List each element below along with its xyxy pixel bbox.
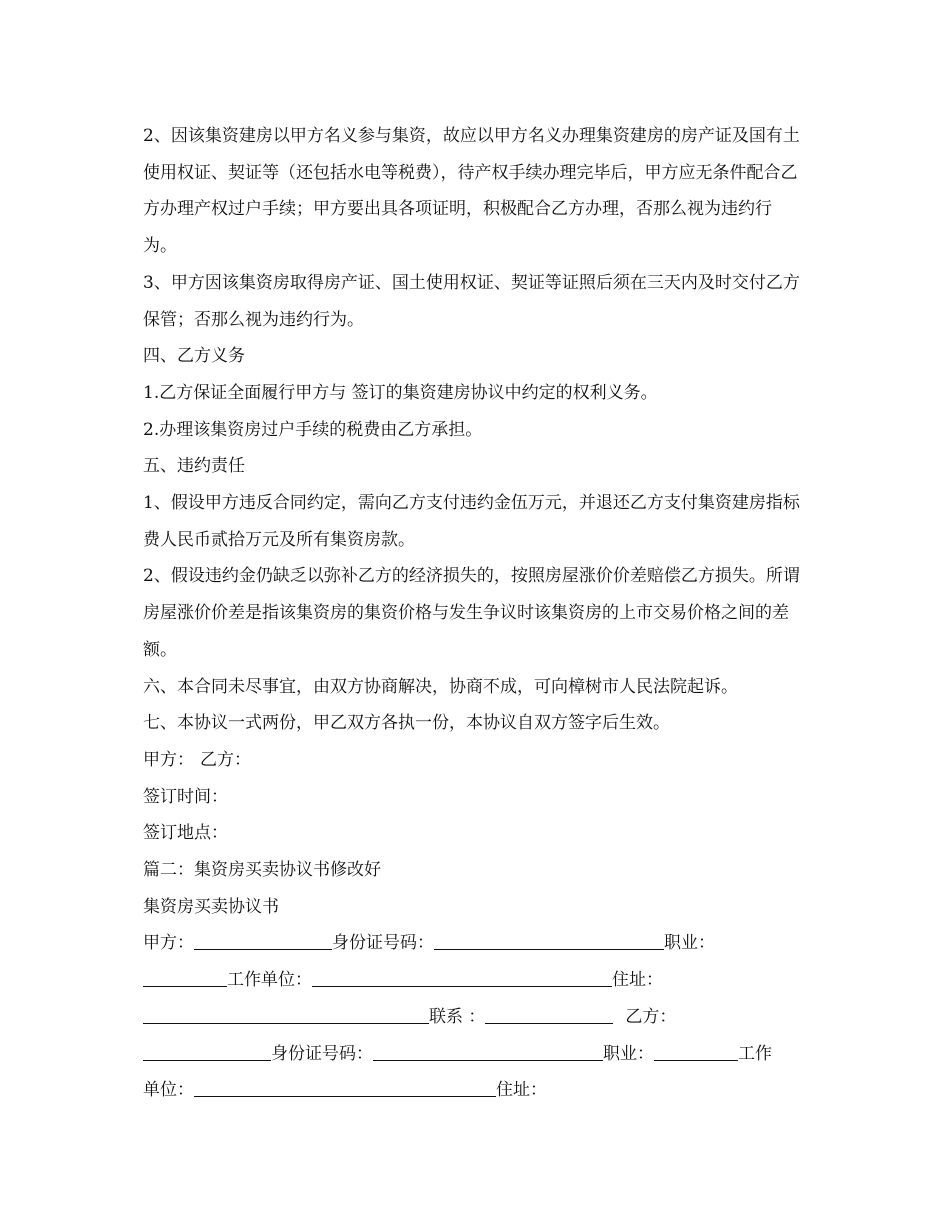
signature-place: 签订地点： xyxy=(143,823,228,844)
signature-parties xyxy=(143,742,805,779)
signature-party-a: 甲方： xyxy=(143,749,194,770)
party-a-occupation-blank[interactable] xyxy=(143,970,227,987)
party-a-name-blank[interactable] xyxy=(194,933,332,950)
form-line-1 xyxy=(143,925,805,962)
party-b-id-blank[interactable] xyxy=(373,1044,603,1061)
signature-party-b: 乙方： xyxy=(200,749,251,770)
party-b-name-blank[interactable] xyxy=(143,1044,271,1061)
label-address-a: 住址： xyxy=(612,970,663,991)
clause-a3: 3、甲方因该集资房取得房产证、国土使用权证、契证等证照后须在三天内及时交付乙方保管；否那么视为违约行为。 xyxy=(143,272,800,330)
form-line-3 xyxy=(143,999,805,1036)
party-a-work-unit-blank[interactable] xyxy=(312,970,612,987)
clause-5-2: 2、假设违约金仍缺乏以弥补乙方的经济损失的，按照房屋涨价价差赔偿乙方损失。所谓房屋涨价价差是指该集资房的集资价格与发生争议时该集资房的上市交易价格之间的差额。 xyxy=(143,566,800,660)
party-b-work-unit-blank[interactable] xyxy=(194,1080,496,1097)
section2-heading: 篇二：集资房买卖协议书修改好 xyxy=(143,860,381,881)
label-party-b: 乙方： xyxy=(625,1006,677,1027)
label-id-number-b: 身份证号码： xyxy=(271,1043,373,1064)
clause-a2: 2、因该集资建房以甲方名义参与集资，故应以甲方名义办理集资建房的房产证及国有土使用权证、契证等（还包括水电等税费），待产权手续办理完毕后，甲方应无条件配合乙方办理产权过户手续；甲方要出具各项证明，积极配合乙方办理，否那么视为违约行为。 xyxy=(143,126,800,257)
label-unit-suffix-b: 单位： xyxy=(143,1080,194,1101)
clause-7: 七、本协议一式两份，甲乙双方各执一份，本协议自双方签字后生效。 xyxy=(143,713,670,734)
label-occupation-b: 职业： xyxy=(603,1043,654,1064)
party-a-contact-blank[interactable] xyxy=(485,1007,613,1024)
clause-5-1: 1、假设甲方违反合同约定，需向乙方支付违约金伍万元，并退还乙方支付集资建房指标费人民币贰拾万元及所有集资房款。 xyxy=(143,493,800,550)
section2-title: 集资房买卖协议书 xyxy=(143,896,279,917)
signature-time: 签订时间： xyxy=(143,786,228,807)
label-work-unit-a: 工作单位： xyxy=(227,970,312,991)
label-work-prefix-b: 工作 xyxy=(738,1043,772,1064)
label-contact-a: 联系 ： xyxy=(429,1006,486,1027)
label-occupation-a: 职业： xyxy=(664,933,715,954)
section-heading-5: 五、违约责任 xyxy=(143,456,245,477)
form-line-2 xyxy=(143,962,805,999)
label-party-a: 甲方： xyxy=(143,933,194,954)
section-heading-4: 四、乙方义务 xyxy=(143,346,245,367)
party-a-address-blank[interactable] xyxy=(143,1007,429,1024)
clause-4-1: 1.乙方保证全面履行甲方与 签订的集资建房协议中约定的权利义务。 xyxy=(143,382,658,403)
party-b-occupation-blank[interactable] xyxy=(654,1044,738,1061)
form-line-5 xyxy=(143,1072,805,1109)
clause-6: 六、本合同未尽事宜，由双方协商解决，协商不成，可向樟树市人民法院起诉。 xyxy=(143,676,738,697)
document-body xyxy=(143,118,805,1109)
label-id-number-a: 身份证号码： xyxy=(332,933,434,954)
label-address-b: 住址： xyxy=(496,1080,547,1101)
clause-4-2: 2.办理该集资房过户手续的税费由乙方承担。 xyxy=(143,419,483,440)
form-line-4 xyxy=(143,1036,805,1073)
party-a-id-blank[interactable] xyxy=(434,933,664,950)
